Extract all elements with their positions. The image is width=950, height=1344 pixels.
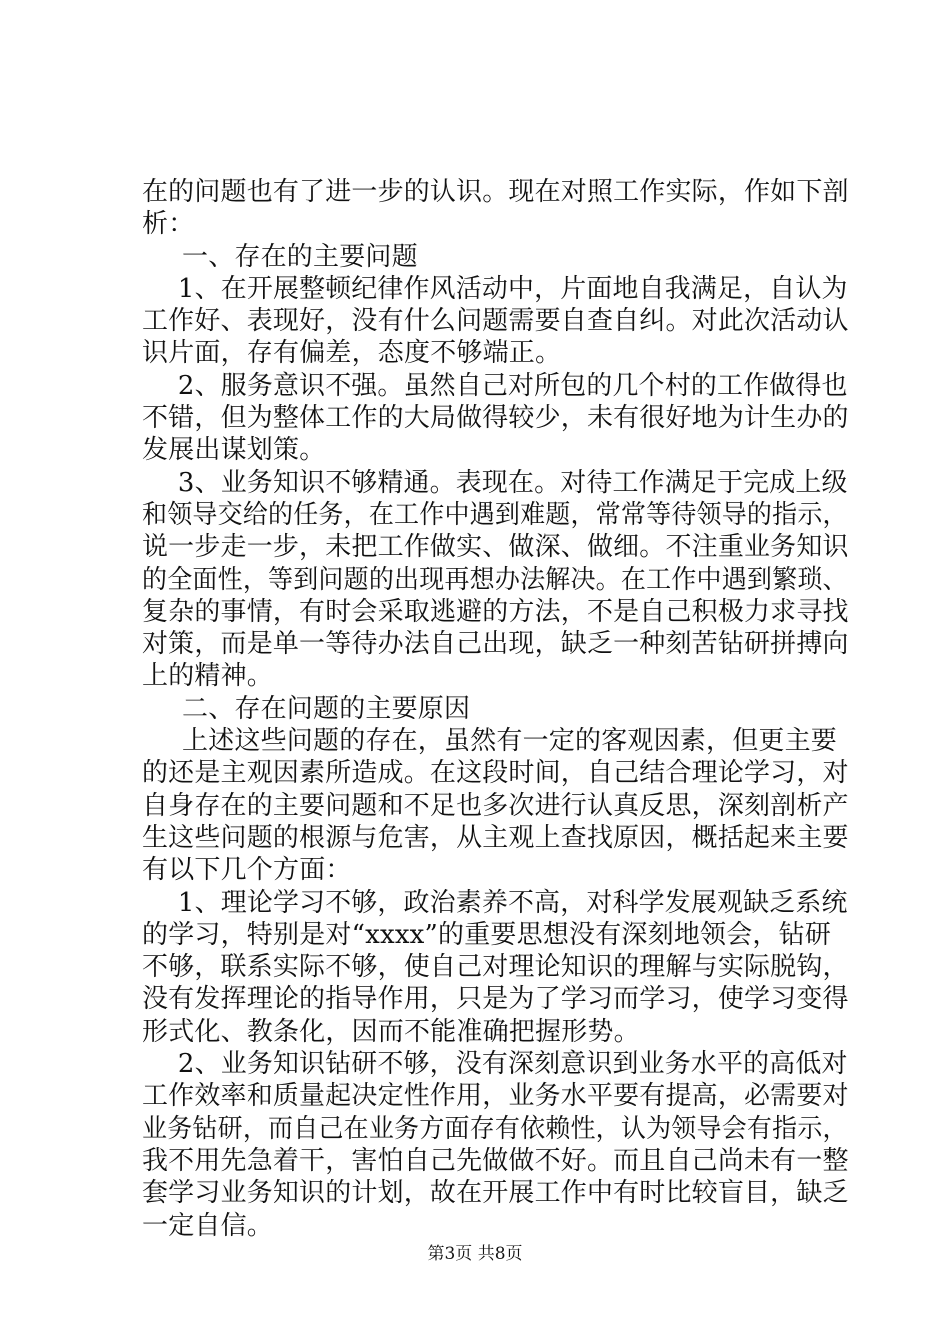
text-line: 上述这些问题的存在，虽然有一定的客观因素，但更主要	[182, 726, 838, 757]
text-line: 自身存在的主要问题和不足也多次进行认真反思，深刻剖析产	[142, 790, 849, 821]
text-line: 的还是主观因素所造成。在这段时间，自己结合理论学习，对	[142, 758, 849, 789]
document-body	[142, 176, 849, 1242]
text-line: 复杂的事情，有时会采取逃避的方法，不是自己积极力求寻找	[142, 596, 849, 627]
text-line: 的全面性，等到问题的出现再想办法解决。在工作中遇到繁琐、	[142, 564, 848, 595]
text-line: 析：	[142, 209, 195, 240]
section-heading: 二、存在问题的主要原因	[182, 693, 471, 724]
text-line: 形式化、教条化，因而不能准确把握形势。	[142, 1016, 640, 1047]
text-line: 1、理论学习不够，政治素养不高，对科学发展观缺乏系统	[177, 887, 848, 918]
text-line: 工作效率和质量起决定性作用，业务水平要有提高，必需要对	[142, 1081, 849, 1112]
text-line: 业务钻研，而自己在业务方面存有依赖性，认为领导会有指示，	[142, 1113, 848, 1144]
text-line: 对策，而是单一等待办法自己出现，缺乏一种刻苦钻研拼搏向	[142, 629, 849, 660]
page-number-footer: 第3页 共8页	[427, 1244, 523, 1264]
text-line: 3、业务知识不够精通。表现在。对待工作满足于完成上级	[177, 467, 848, 498]
text-line: 工作好、表现好，没有什么问题需要自查自纠。对此次活动认	[142, 306, 849, 337]
text-line: 在的问题也有了进一步的认识。现在对照工作实际，作如下剖	[142, 177, 849, 207]
text-line: 套学习业务知识的计划，故在开展工作中有时比较盲目，缺乏	[142, 1178, 849, 1209]
text-line: 不错，但为整体工作的大局做得较少，未有很好地为计生办的	[142, 403, 849, 434]
text-line: 和领导交给的任务，在工作中遇到难题，常常等待领导的指示，	[142, 499, 848, 530]
text-line: 一定自信。	[142, 1210, 274, 1241]
text-line: 有以下几个方面：	[142, 855, 352, 886]
text-line: 说一步走一步，未把工作做实、做深、做细。不注重业务知识	[142, 532, 849, 563]
text-line: 没有发挥理论的指导作用，只是为了学习而学习，使学习变得	[142, 984, 849, 1015]
text-line: 2、业务知识钻研不够，没有深刻意识到业务水平的高低对	[177, 1049, 848, 1080]
text-line: 上的精神。	[142, 661, 274, 692]
text-line: 生这些问题的根源与危害，从主观上查找原因，概括起来主要	[142, 822, 849, 853]
section-heading: 一、存在的主要问题	[182, 241, 418, 272]
text-line: 1、在开展整顿纪律作风活动中，片面地自我满足，自认为	[177, 273, 848, 304]
text-line: 我不用先急着干，害怕自己先做做不好。而且自己尚未有一整	[142, 1145, 849, 1176]
text-line: 发展出谋划策。	[142, 435, 326, 466]
text-line: 不够，联系实际不够，使自己对理论知识的理解与实际脱钩，	[142, 952, 849, 983]
text-line: 的学习，特别是对“xxxx”的重要思想没有深刻地领会，钻研	[142, 919, 832, 950]
text-line: 2、服务意识不强。虽然自己对所包的几个村的工作做得也	[177, 370, 848, 401]
text-line: 识片面，存有偏差，态度不够端正。	[142, 338, 562, 369]
